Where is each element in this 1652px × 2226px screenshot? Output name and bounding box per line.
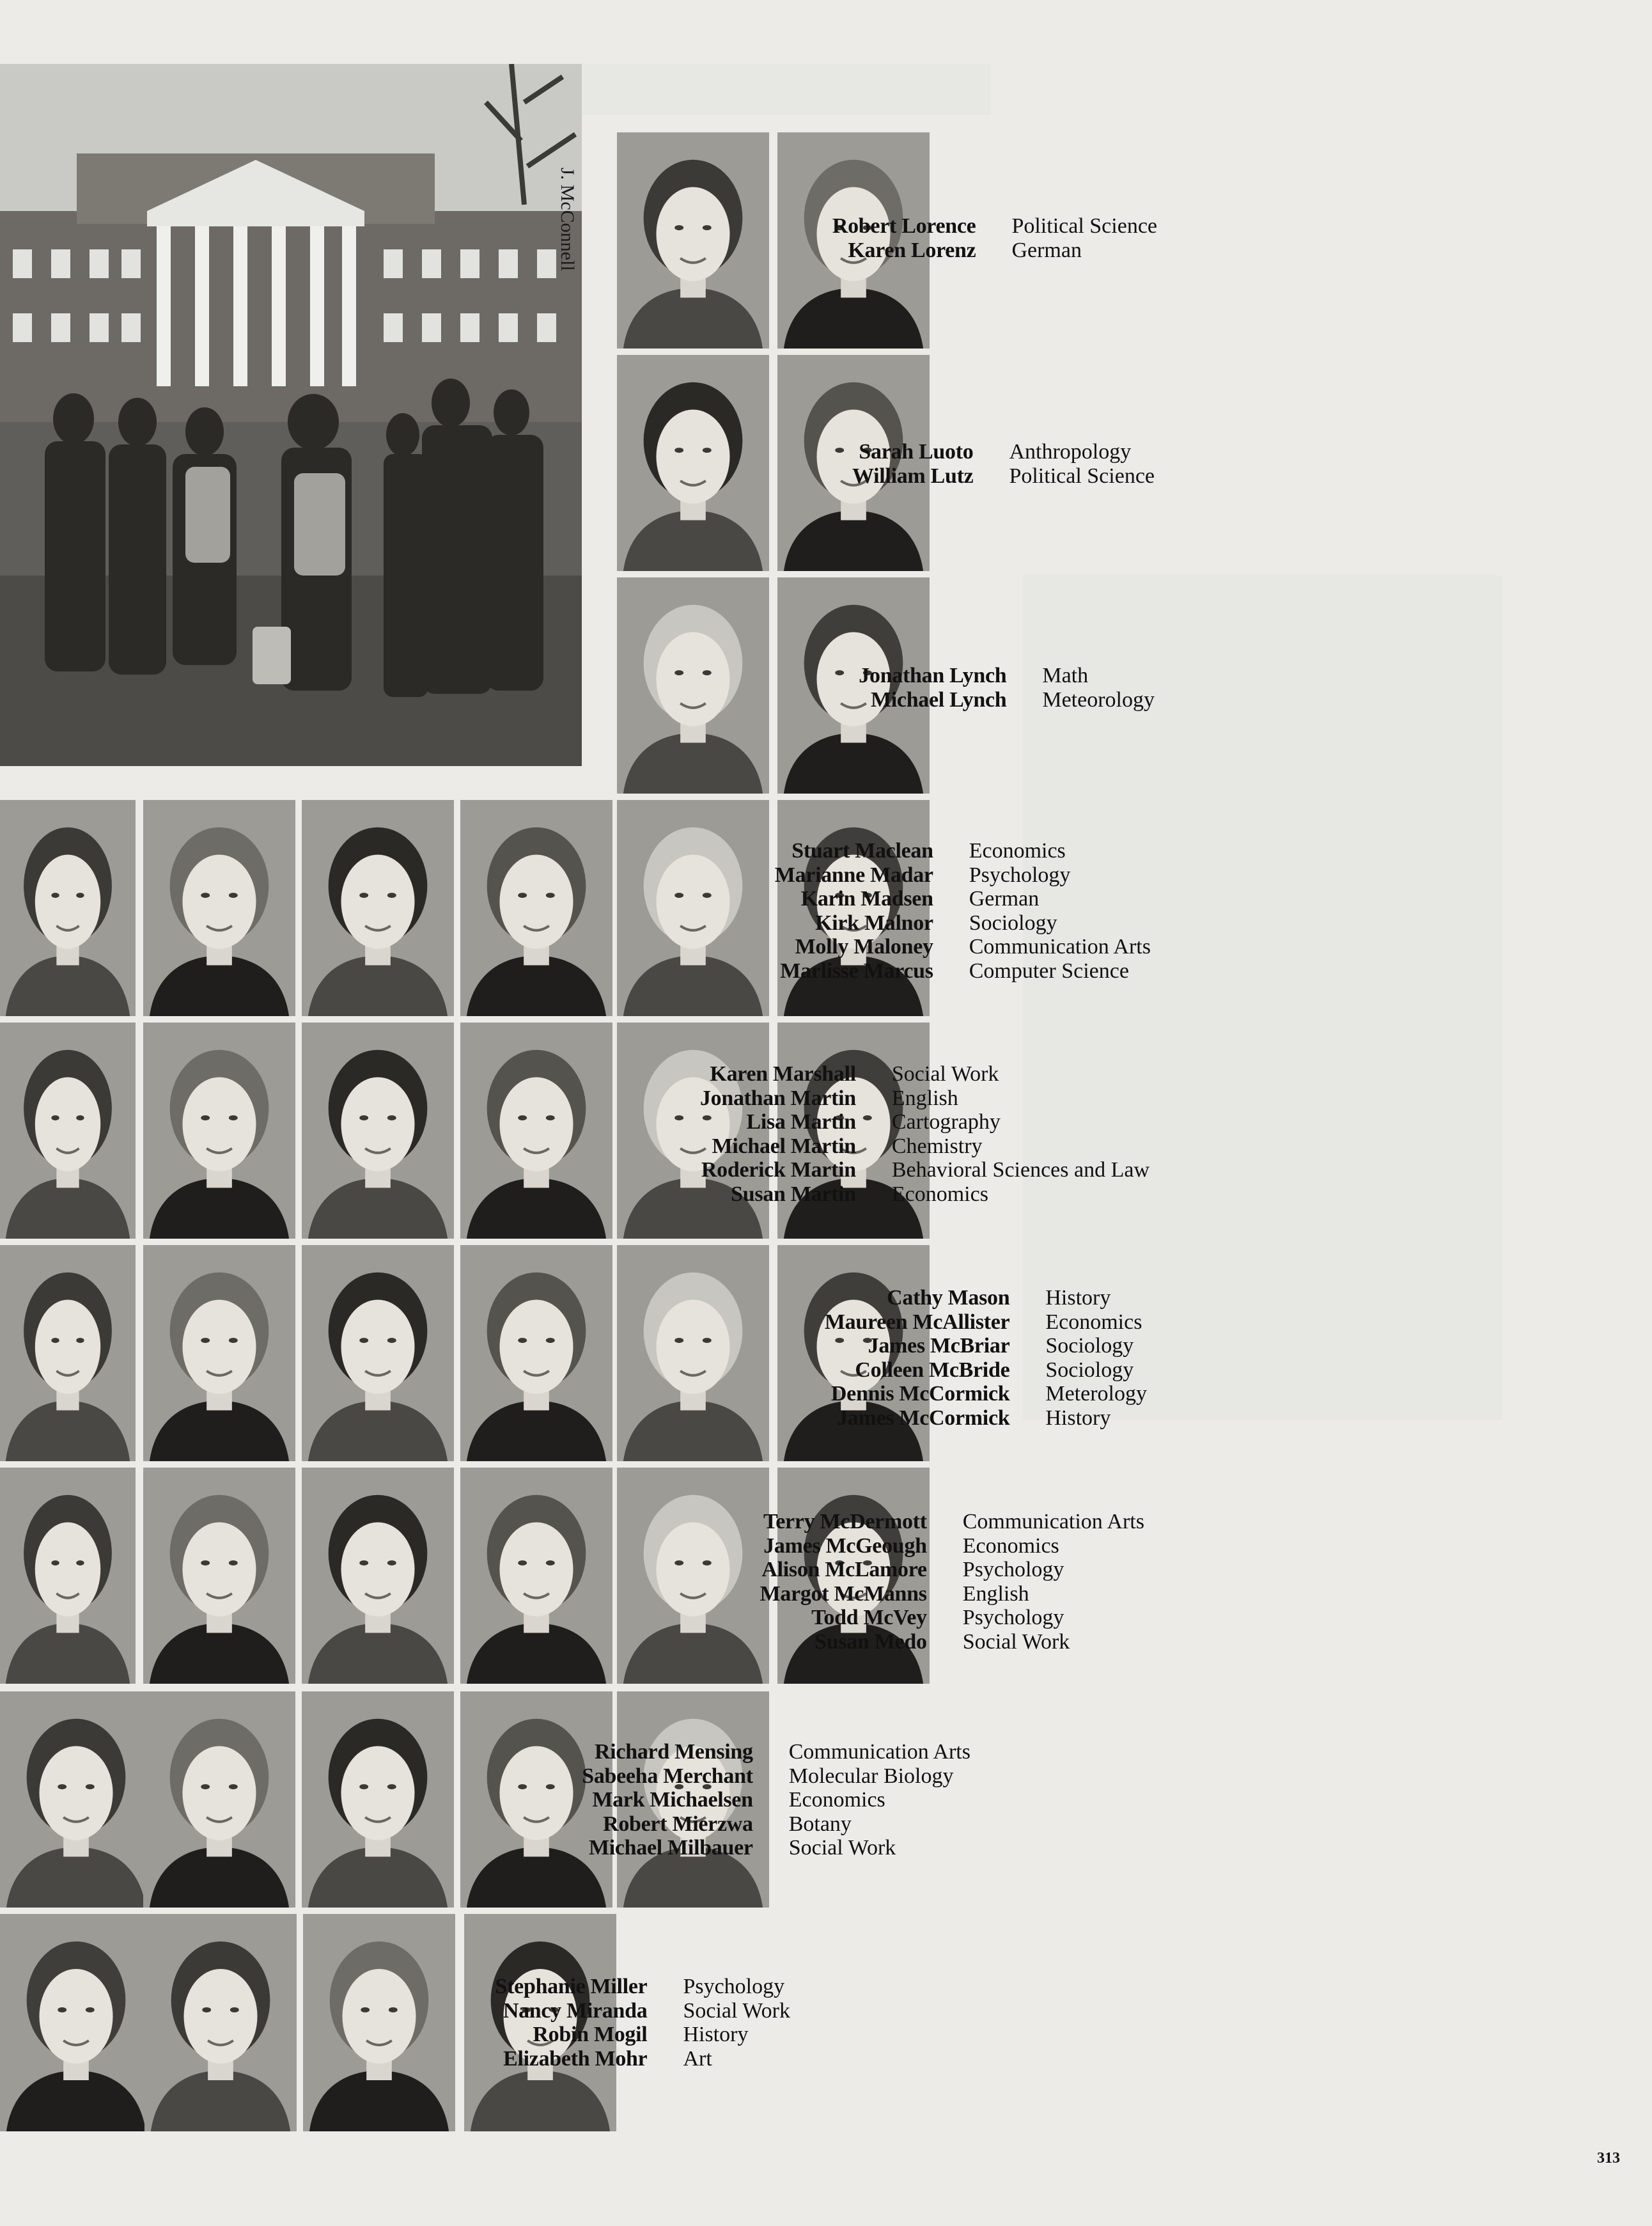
student-name: James McGeough [763, 1533, 927, 1558]
roster-group-9 [495, 1975, 790, 2071]
student-major: Behavioral Sciences and Law [891, 1158, 1149, 1182]
student-portrait [302, 1468, 454, 1684]
student-portrait [0, 800, 136, 1016]
student-name: Sabeeha Merchant [582, 1764, 753, 1788]
campus-group-photo [0, 64, 582, 766]
student-portrait [0, 1023, 136, 1239]
photo-credit: J. McConnell [557, 168, 578, 271]
student-portrait [302, 1023, 454, 1239]
student-major: Political Science [1011, 214, 1157, 238]
student-major: Botany [788, 1812, 852, 1836]
student-portrait [302, 800, 454, 1016]
student-name: Lisa Martin [746, 1110, 856, 1134]
student-major: Economics [962, 1533, 1059, 1558]
student-name: Kirk Malnor [815, 911, 933, 935]
student-name: Roderick Martin [701, 1158, 856, 1182]
student-name: Mark Michaelsen [592, 1788, 753, 1812]
student-major: Molecular Biology [788, 1764, 954, 1788]
student-name: Nancy Miranda [503, 1998, 648, 2023]
student-name: Dennis McCormick [830, 1382, 1010, 1406]
student-name: Robert Mierzwa [603, 1812, 753, 1836]
student-major: Psychology [962, 1558, 1064, 1581]
student-major: English [891, 1086, 958, 1110]
student-portrait [617, 577, 769, 794]
student-name: Susan Medo [814, 1629, 927, 1654]
student-name: James McCormick [837, 1406, 1010, 1430]
student-major: Communication Arts [788, 1740, 970, 1764]
student-major: Communication Arts [962, 1510, 1144, 1533]
student-major: Psychology [962, 1606, 1064, 1629]
student-name: Michael Lynch [870, 687, 1007, 712]
student-major: Math [1042, 664, 1089, 687]
student-major: Psychology [683, 1975, 785, 1998]
student-portrait [143, 1691, 295, 1908]
student-portrait [617, 1245, 769, 1461]
student-portrait [617, 132, 769, 349]
student-portrait [460, 1468, 612, 1684]
student-name: James McBriar [868, 1334, 1010, 1358]
student-name: Michael Martin [712, 1134, 856, 1158]
page-number: 313 [1597, 2150, 1620, 2167]
student-major: Chemistry [891, 1134, 983, 1158]
student-name: Marlisse Marcus [780, 959, 933, 983]
student-portrait [617, 800, 769, 1016]
student-portrait [0, 1468, 136, 1684]
student-name: Jonathan Lynch [859, 664, 1007, 687]
student-major: Anthropology [1009, 440, 1132, 464]
student-major: Sociology [1045, 1358, 1134, 1382]
student-name: Robert Lorence [832, 214, 976, 238]
student-portrait [460, 1023, 612, 1239]
roster-group-6 [825, 1286, 1147, 1430]
student-portrait [143, 1023, 295, 1239]
student-major: German [969, 887, 1040, 911]
roster-group-8 [582, 1740, 970, 1860]
student-major: Economics [891, 1182, 988, 1206]
student-major: Computer Science [969, 959, 1129, 983]
student-major: Cartography [891, 1110, 1001, 1134]
student-major: Economics [788, 1788, 885, 1812]
student-major: History [683, 2023, 749, 2046]
student-major: History [1045, 1406, 1111, 1430]
roster-group-2 [852, 440, 1155, 488]
student-major: Social Work [891, 1062, 999, 1086]
student-name: Michael Milbauer [588, 1836, 753, 1860]
student-major: Sociology [1045, 1334, 1134, 1358]
student-major: Meteorology [1042, 687, 1155, 712]
student-name: William Lutz [852, 464, 974, 488]
student-portrait [143, 1245, 295, 1461]
student-portrait [0, 1691, 152, 1908]
bleed-through-block [582, 64, 991, 115]
student-name: Marianne Madar [774, 863, 933, 887]
student-name: Cathy Mason [887, 1286, 1010, 1310]
student-name: Jonathan Martin [699, 1086, 856, 1110]
roster-group-7 [760, 1510, 1144, 1654]
roster-group-4 [775, 839, 1151, 983]
student-name: Richard Mensing [595, 1740, 753, 1764]
student-name: Maureen McAllister [824, 1310, 1010, 1334]
student-name: Karen Marshall [710, 1062, 856, 1086]
student-name: Molly Maloney [795, 935, 933, 959]
student-portrait [303, 1914, 455, 2131]
roster-group-5 [700, 1062, 1149, 1206]
student-name: Todd McVey [811, 1606, 927, 1629]
student-major: Meterology [1045, 1382, 1147, 1406]
student-portrait [144, 1914, 297, 2131]
student-major: Social Work [683, 1998, 790, 2023]
student-portrait [460, 800, 612, 1016]
student-major: Sociology [969, 911, 1057, 935]
student-portrait [0, 1245, 136, 1461]
student-major: Political Science [1009, 464, 1155, 488]
student-major: Art [683, 2046, 712, 2071]
student-portrait [302, 1245, 454, 1461]
roster-group-1 [832, 214, 1157, 262]
student-name: Margot McManns [760, 1581, 927, 1606]
student-major: Economics [969, 839, 1066, 863]
roster-group-3 [859, 664, 1155, 712]
student-major: History [1045, 1286, 1111, 1310]
student-name: Stuart Maclean [791, 839, 933, 863]
student-major: English [962, 1581, 1029, 1606]
student-major: Social Work [962, 1629, 1070, 1654]
student-major: Communication Arts [969, 935, 1151, 959]
student-portrait [0, 1914, 152, 2131]
student-portrait [143, 800, 295, 1016]
student-name: Sarah Luoto [859, 440, 974, 464]
student-name: Karen Lorenz [848, 238, 976, 262]
student-portrait [617, 1468, 769, 1684]
student-name: Alison McLamore [761, 1558, 927, 1581]
student-name: Susan Martin [731, 1182, 856, 1206]
student-major: Social Work [788, 1836, 896, 1860]
student-name: Terry McDermott [763, 1510, 927, 1533]
student-major: Economics [1045, 1310, 1142, 1334]
student-portrait [617, 355, 769, 571]
student-name: Robin Mogil [533, 2023, 648, 2046]
student-portrait [143, 1468, 295, 1684]
student-portrait [302, 1691, 454, 1908]
student-major: German [1011, 238, 1082, 262]
student-name: Elizabeth Mohr [503, 2046, 648, 2071]
student-name: Karin Madsen [800, 887, 933, 911]
student-major: Psychology [969, 863, 1071, 887]
student-portrait [460, 1245, 612, 1461]
student-name: Colleen McBride [855, 1358, 1010, 1382]
student-name: Stephanie Miller [495, 1975, 648, 1998]
